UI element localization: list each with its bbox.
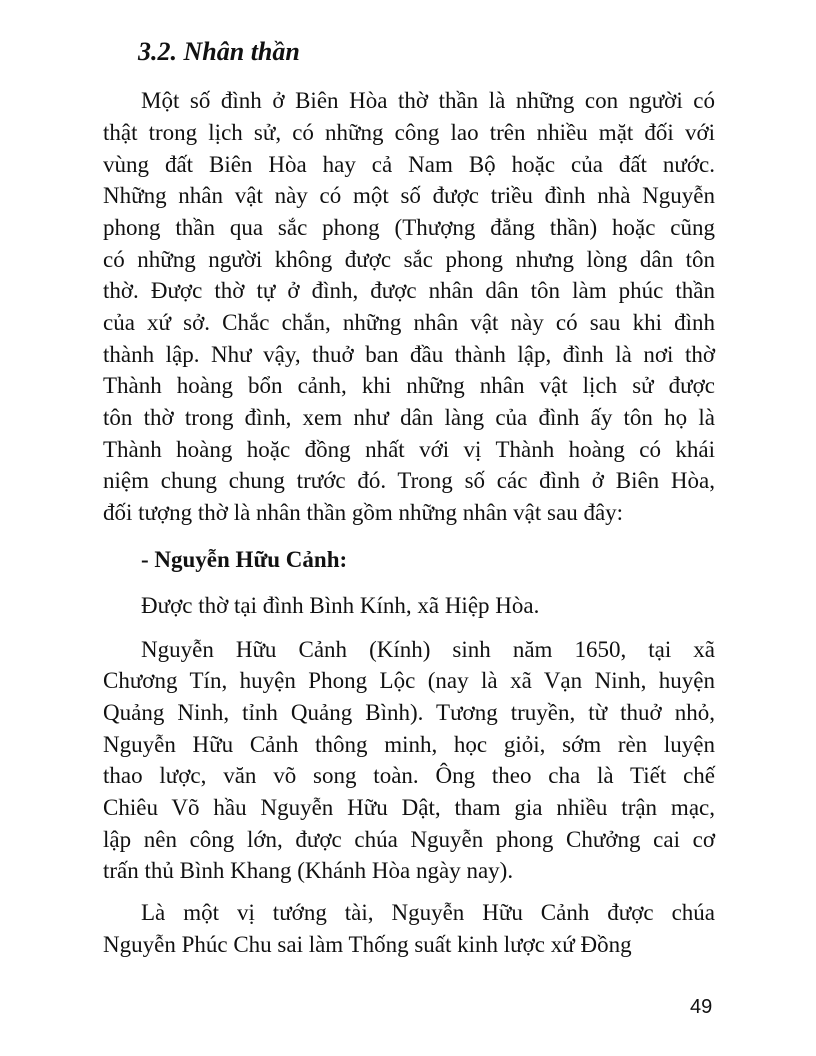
paragraph-1-line-1: Một số đình ở Biên Hòa thờ thần là những con người có xyxy=(141,88,715,113)
paragraph-3-line-2: Chương Tín, huyện Phong Lộc (nay là xã Vạn Ninh, huyện xyxy=(103,668,715,693)
subheading-nguyen-huu-canh: - Nguyễn Hữu Cảnh: xyxy=(141,547,348,572)
page-number: 49 xyxy=(690,996,713,1018)
paragraph-1-line-9: thành lập. Như vậy, thuở ban đầu thành lập, đình là nơi thờ xyxy=(103,342,715,367)
paragraph-1-line-7: thờ. Được thờ tự ở đình, được nhân dân tôn làm phúc thần xyxy=(103,278,715,303)
paragraph-3-line-8: trấn thủ Bình Khang (Khánh Hòa ngày nay). xyxy=(103,858,514,883)
paragraph-3-line-1: Nguyễn Hữu Cảnh (Kính) sinh năm 1650, tại xã xyxy=(141,637,715,662)
paragraph-1-line-10: Thành hoàng bổn cảnh, khi những nhân vật lịch sử được xyxy=(103,373,715,398)
paragraph-4-line-1: Là một vị tướng tài, Nguyễn Hữu Cảnh được chúa xyxy=(141,900,715,925)
paragraph-3-line-4: Nguyễn Hữu Cảnh thông minh, học giỏi, sớm rèn luyện xyxy=(103,732,715,757)
paragraph-1-line-5: phong thần qua sắc phong (Thượng đẳng thần) hoặc cũng xyxy=(103,215,715,240)
paragraph-4-line-2: Nguyễn Phúc Chu sai làm Thống suất kinh lược xứ Đồng xyxy=(103,932,632,957)
paragraph-1-line-2: thật trong lịch sử, có những công lao trên nhiều mặt đối với xyxy=(103,120,715,145)
paragraph-3-line-3: Quảng Ninh, tỉnh Quảng Bình). Tương truyền, từ thuở nhỏ, xyxy=(103,700,715,725)
paragraph-3-line-7: lập nên công lớn, được chúa Nguyễn phong Chưởng cai cơ xyxy=(103,827,715,852)
paragraph-1-line-8: của xứ sở. Chắc chắn, những nhân vật này có sau khi đình xyxy=(103,310,715,335)
paragraph-1-line-4: Những nhân vật này có một số được triều đình nhà Nguyễn xyxy=(103,183,715,208)
paragraph-1-line-13: niệm chung chung trước đó. Trong số các đình ở Biên Hòa, xyxy=(103,468,715,493)
paragraph-3-line-5: thao lược, văn võ song toàn. Ông theo cha là Tiết chế xyxy=(103,763,715,788)
paragraph-1-line-12: Thành hoàng hoặc đồng nhất với vị Thành hoàng có khái xyxy=(103,437,715,462)
paragraph-1-line-11: tôn thờ trong đình, xem như dân làng của đình ấy tôn họ là xyxy=(103,405,715,430)
paragraph-1-line-14: đối tượng thờ là nhân thần gồm những nhân vật sau đây: xyxy=(103,500,624,525)
paragraph-2-line-1: Được thờ tại đình Bình Kính, xã Hiệp Hòa. xyxy=(141,593,540,618)
paragraph-1-line-6: có những người không được sắc phong nhưng lòng dân tôn xyxy=(103,247,715,272)
paragraph-1-line-3: vùng đất Biên Hòa hay cả Nam Bộ hoặc của đất nước. xyxy=(103,152,715,177)
section-heading: 3.2. Nhân thần xyxy=(138,37,300,66)
paragraph-3-line-6: Chiêu Võ hầu Nguyễn Hữu Dật, tham gia nhiều trận mạc, xyxy=(103,795,715,820)
